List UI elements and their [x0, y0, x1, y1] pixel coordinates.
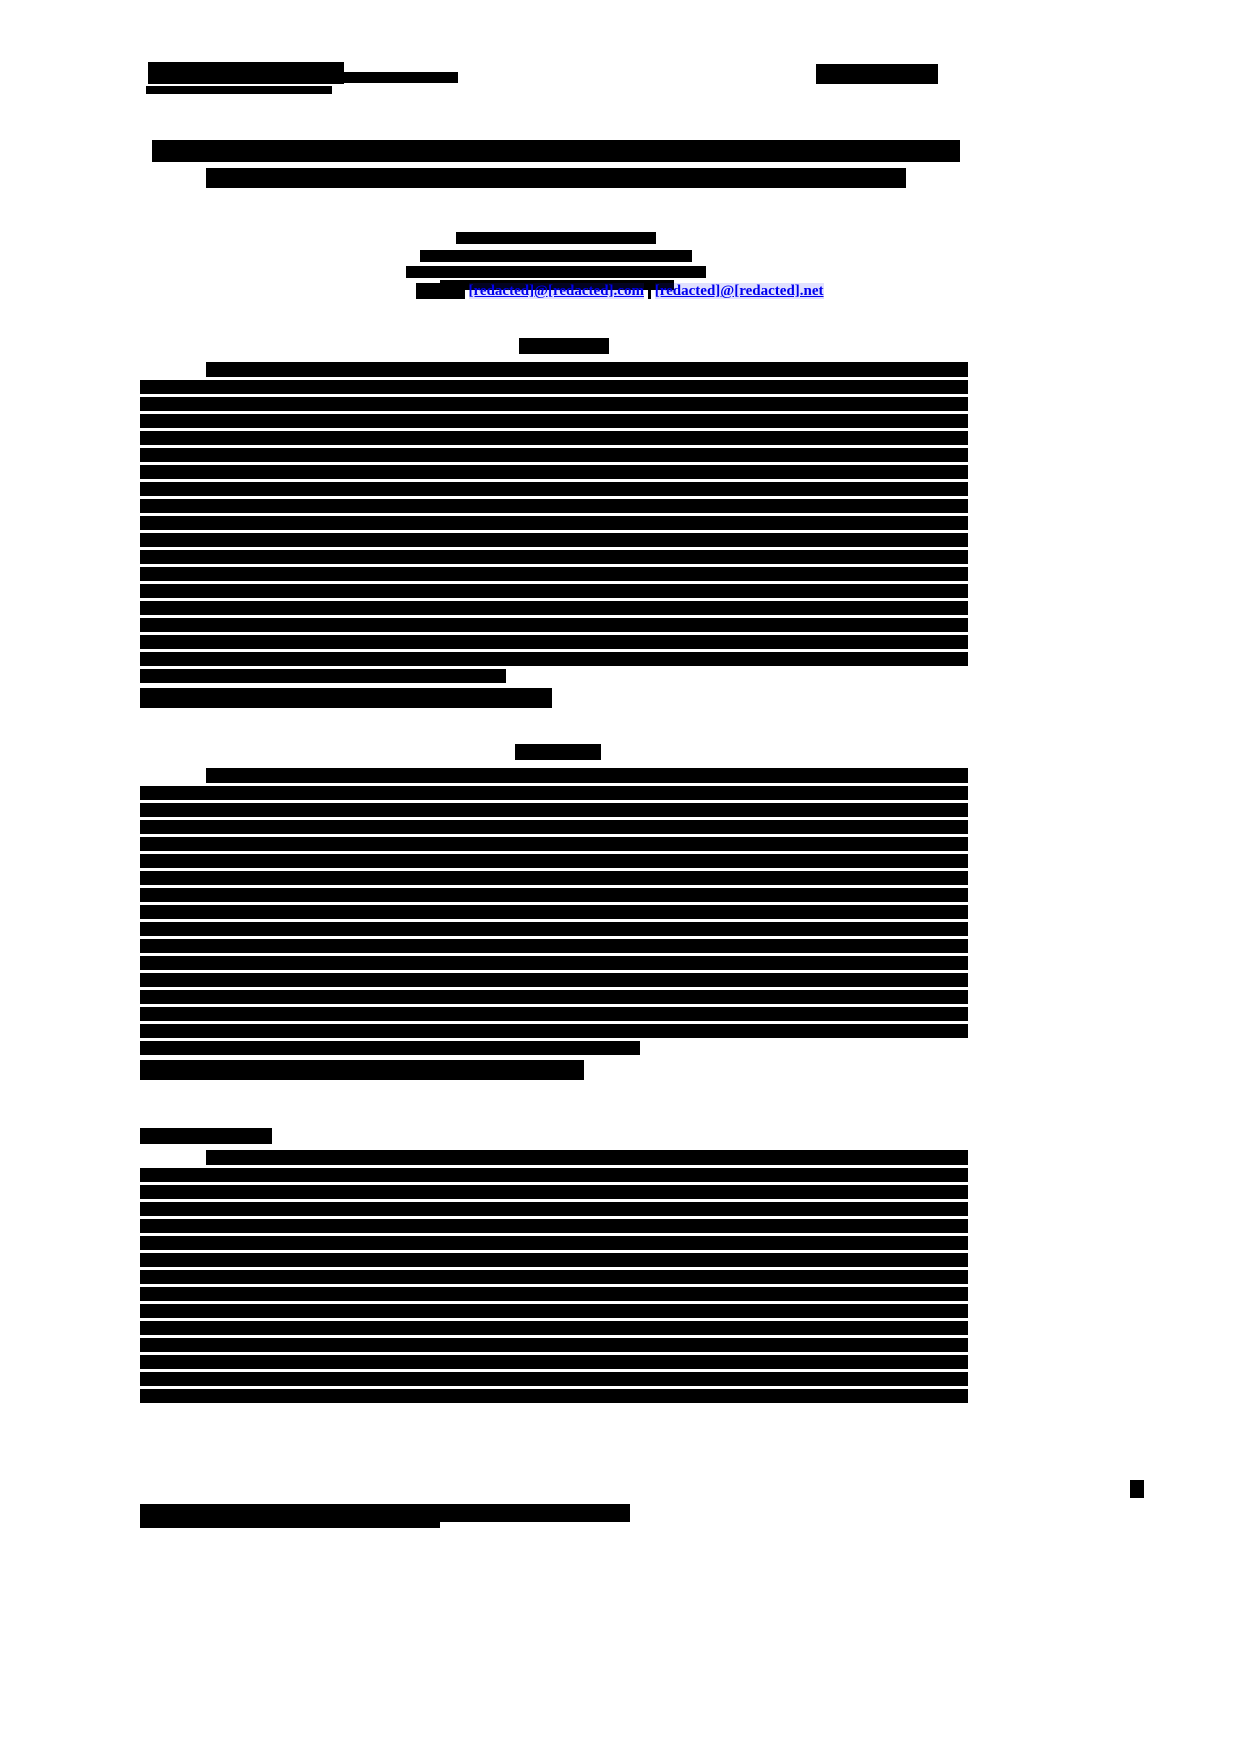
text-line [140, 905, 968, 919]
text-line [140, 550, 968, 564]
text-line [206, 768, 968, 783]
text-line [140, 1202, 968, 1216]
text-line [140, 888, 968, 902]
header-date [816, 64, 938, 84]
text-line [206, 1150, 968, 1165]
header-left-text-underline [146, 86, 332, 94]
footer-line-2 [140, 1518, 440, 1528]
email-label [416, 283, 464, 299]
text-line [140, 380, 968, 394]
author-affiliation-1 [420, 250, 692, 262]
text-line [140, 1321, 968, 1335]
email-link-1[interactable]: [redacted]@[redacted].com [468, 283, 644, 299]
title-line-1 [152, 140, 960, 162]
email-row [0, 283, 1240, 300]
text-line [140, 1024, 968, 1038]
text-line [140, 1304, 968, 1318]
text-line [140, 448, 968, 462]
text-line [140, 1219, 968, 1233]
text-line [140, 939, 968, 953]
email-link-2[interactable]: [redacted]@[redacted].net [654, 283, 824, 299]
text-line [140, 973, 968, 987]
header-left-text-continued [150, 72, 458, 83]
text-line [140, 820, 968, 834]
text-line [140, 1355, 968, 1369]
text-line [140, 499, 968, 513]
page-number [1130, 1480, 1144, 1498]
text-line [140, 922, 968, 936]
text-line [140, 414, 968, 428]
text-line [140, 786, 968, 800]
author-affiliation-2 [406, 266, 706, 278]
text-line [140, 601, 968, 615]
text-line [140, 688, 552, 708]
text-line [140, 431, 968, 445]
text-line [140, 465, 968, 479]
text-line [140, 1253, 968, 1267]
text-line [140, 1060, 584, 1080]
text-line [140, 990, 968, 1004]
text-line [140, 584, 968, 598]
author-name [456, 232, 656, 244]
email-separator [648, 283, 651, 299]
section-3-heading [140, 1128, 272, 1144]
text-line [140, 516, 968, 530]
text-line [206, 362, 968, 377]
section-1-heading [519, 338, 609, 354]
text-line [140, 397, 968, 411]
text-line [140, 1185, 968, 1199]
text-line [140, 635, 968, 649]
text-line [140, 1389, 968, 1403]
text-line [140, 854, 968, 868]
text-line [140, 1270, 968, 1284]
text-line [140, 652, 968, 666]
text-line [140, 1287, 968, 1301]
text-line [140, 1041, 640, 1055]
text-line [140, 567, 968, 581]
text-line [140, 1236, 968, 1250]
text-line [140, 533, 968, 547]
text-line [140, 1372, 968, 1386]
title-line-2 [206, 168, 906, 188]
text-line [140, 956, 968, 970]
text-line [140, 669, 506, 683]
text-line [140, 482, 968, 496]
text-line [140, 618, 968, 632]
text-line [140, 803, 968, 817]
text-line [140, 1007, 968, 1021]
text-line [140, 1168, 968, 1182]
text-line [140, 871, 968, 885]
section-2-heading [515, 744, 601, 760]
text-line [140, 837, 968, 851]
text-line [140, 1338, 968, 1352]
